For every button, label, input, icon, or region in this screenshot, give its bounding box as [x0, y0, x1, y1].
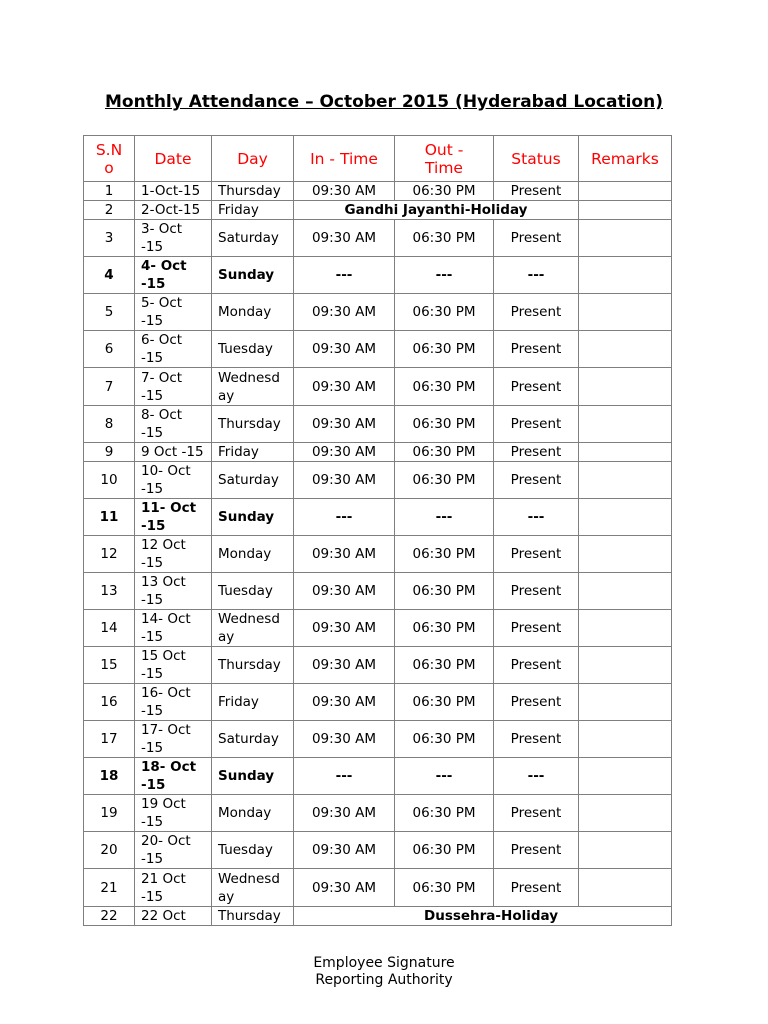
- cell-out-time: 06:30 PM: [395, 220, 494, 257]
- cell-out-time: 06:30 PM: [395, 406, 494, 443]
- cell-sno: 19: [84, 795, 135, 832]
- cell-date: 8- Oct -15: [135, 406, 212, 443]
- cell-sno: 20: [84, 832, 135, 869]
- cell-date: 9 Oct -15: [135, 443, 212, 462]
- cell-status: Present: [494, 832, 579, 869]
- header-sno: S.N o: [84, 136, 135, 182]
- cell-out-time: 06:30 PM: [395, 368, 494, 406]
- table-row: [84, 869, 672, 907]
- cell-in-time: ---: [294, 257, 395, 294]
- cell-in-time: 09:30 AM: [294, 684, 395, 721]
- cell-status: Present: [494, 536, 579, 573]
- cell-day: Monday: [212, 795, 294, 832]
- cell-remarks: [579, 499, 672, 536]
- cell-status: Present: [494, 220, 579, 257]
- cell-date: 16- Oct -15: [135, 684, 212, 721]
- cell-remarks: [579, 406, 672, 443]
- table-row: [84, 647, 672, 684]
- table-row: [84, 443, 672, 462]
- cell-date: 19 Oct -15: [135, 795, 212, 832]
- header-row: [84, 136, 672, 182]
- cell-day: Tuesday: [212, 573, 294, 610]
- table-row: [84, 331, 672, 368]
- cell-in-time: 09:30 AM: [294, 331, 395, 368]
- cell-sno: 4: [84, 257, 135, 294]
- header-day: Day: [212, 136, 294, 182]
- header-remarks: Remarks: [579, 136, 672, 182]
- table-row: [84, 220, 672, 257]
- cell-in-time: 09:30 AM: [294, 182, 395, 201]
- cell-remarks: [579, 721, 672, 758]
- cell-day: Sunday: [212, 758, 294, 795]
- cell-status: Present: [494, 294, 579, 331]
- cell-date: 10- Oct -15: [135, 462, 212, 499]
- cell-status: Present: [494, 462, 579, 499]
- cell-remarks: [579, 647, 672, 684]
- cell-date: 18- Oct -15: [135, 758, 212, 795]
- cell-date: 12 Oct -15: [135, 536, 212, 573]
- cell-out-time: 06:30 PM: [395, 610, 494, 647]
- cell-out-time: ---: [395, 758, 494, 795]
- cell-status: Present: [494, 573, 579, 610]
- attendance-table: [83, 135, 672, 926]
- cell-status: Present: [494, 795, 579, 832]
- cell-date: 20- Oct -15: [135, 832, 212, 869]
- cell-sno: 22: [84, 907, 135, 926]
- cell-status: Present: [494, 368, 579, 406]
- table-row: [84, 758, 672, 795]
- cell-out-time: 06:30 PM: [395, 331, 494, 368]
- cell-day: Wednesd ay: [212, 610, 294, 647]
- cell-date: 14- Oct -15: [135, 610, 212, 647]
- cell-in-time: ---: [294, 758, 395, 795]
- cell-date: 7- Oct -15: [135, 368, 212, 406]
- table-row: [84, 795, 672, 832]
- cell-day: Friday: [212, 684, 294, 721]
- cell-status: Present: [494, 721, 579, 758]
- cell-day: Thursday: [212, 406, 294, 443]
- cell-out-time: 06:30 PM: [395, 536, 494, 573]
- cell-sno: 13: [84, 573, 135, 610]
- cell-day: Sunday: [212, 257, 294, 294]
- cell-sno: 17: [84, 721, 135, 758]
- cell-day: Friday: [212, 201, 294, 220]
- cell-remarks: [579, 795, 672, 832]
- cell-out-time: 06:30 PM: [395, 443, 494, 462]
- cell-status: ---: [494, 499, 579, 536]
- table-row: [84, 257, 672, 294]
- cell-remarks: [579, 443, 672, 462]
- cell-sno: 8: [84, 406, 135, 443]
- cell-out-time: ---: [395, 257, 494, 294]
- cell-out-time: ---: [395, 499, 494, 536]
- cell-in-time: 09:30 AM: [294, 462, 395, 499]
- cell-remarks: [579, 220, 672, 257]
- cell-remarks: [579, 758, 672, 795]
- cell-day: Wednesd ay: [212, 368, 294, 406]
- cell-in-time: 09:30 AM: [294, 443, 395, 462]
- table-row: [84, 182, 672, 201]
- cell-date: 13 Oct -15: [135, 573, 212, 610]
- cell-remarks: [579, 182, 672, 201]
- cell-date: 22 Oct: [135, 907, 212, 926]
- cell-sno: 1: [84, 182, 135, 201]
- cell-remarks: [579, 294, 672, 331]
- cell-sno: 21: [84, 869, 135, 907]
- cell-remarks: [579, 536, 672, 573]
- cell-status: Present: [494, 684, 579, 721]
- cell-remarks: [579, 573, 672, 610]
- cell-date: 15 Oct -15: [135, 647, 212, 684]
- cell-in-time: 09:30 AM: [294, 573, 395, 610]
- cell-in-time: 09:30 AM: [294, 294, 395, 331]
- cell-status: Present: [494, 647, 579, 684]
- cell-day: Tuesday: [212, 832, 294, 869]
- employee-signature-label: Employee Signature: [313, 955, 455, 971]
- cell-sno: 10: [84, 462, 135, 499]
- cell-day: Thursday: [212, 647, 294, 684]
- cell-out-time: 06:30 PM: [395, 647, 494, 684]
- cell-in-time: 09:30 AM: [294, 795, 395, 832]
- table-row: [84, 684, 672, 721]
- cell-in-time: 09:30 AM: [294, 610, 395, 647]
- table-row: [84, 294, 672, 331]
- cell-date: 17- Oct -15: [135, 721, 212, 758]
- cell-day: Tuesday: [212, 331, 294, 368]
- cell-remarks: [579, 201, 672, 220]
- cell-status: Present: [494, 406, 579, 443]
- cell-in-time: 09:30 AM: [294, 368, 395, 406]
- cell-day: Saturday: [212, 462, 294, 499]
- cell-date: 5- Oct -15: [135, 294, 212, 331]
- cell-remarks: [579, 684, 672, 721]
- table-row: [84, 907, 672, 926]
- cell-holiday: Dussehra-Holiday: [294, 907, 672, 926]
- cell-sno: 6: [84, 331, 135, 368]
- cell-sno: 5: [84, 294, 135, 331]
- cell-in-time: 09:30 AM: [294, 869, 395, 907]
- cell-date: 6- Oct -15: [135, 331, 212, 368]
- cell-sno: 2: [84, 201, 135, 220]
- table-row: [84, 536, 672, 573]
- cell-in-time: 09:30 AM: [294, 832, 395, 869]
- cell-in-time: ---: [294, 499, 395, 536]
- cell-status: ---: [494, 758, 579, 795]
- cell-sno: 3: [84, 220, 135, 257]
- cell-remarks: [579, 257, 672, 294]
- cell-out-time: 06:30 PM: [395, 684, 494, 721]
- cell-in-time: 09:30 AM: [294, 536, 395, 573]
- cell-sno: 18: [84, 758, 135, 795]
- cell-in-time: 09:30 AM: [294, 220, 395, 257]
- table-row: [84, 610, 672, 647]
- cell-date: 2-Oct-15: [135, 201, 212, 220]
- cell-out-time: 06:30 PM: [395, 182, 494, 201]
- cell-status: Present: [494, 869, 579, 907]
- cell-date: 1-Oct-15: [135, 182, 212, 201]
- cell-out-time: 06:30 PM: [395, 573, 494, 610]
- cell-in-time: 09:30 AM: [294, 647, 395, 684]
- cell-day: Friday: [212, 443, 294, 462]
- table-row: [84, 499, 672, 536]
- table-row: [84, 368, 672, 406]
- cell-out-time: 06:30 PM: [395, 795, 494, 832]
- cell-remarks: [579, 368, 672, 406]
- cell-day: Monday: [212, 294, 294, 331]
- table-row: [84, 406, 672, 443]
- cell-status: Present: [494, 610, 579, 647]
- cell-day: Thursday: [212, 182, 294, 201]
- cell-sno: 14: [84, 610, 135, 647]
- cell-sno: 12: [84, 536, 135, 573]
- cell-status: Present: [494, 443, 579, 462]
- table-row: [84, 201, 672, 220]
- cell-day: Saturday: [212, 721, 294, 758]
- table-body: [84, 182, 672, 926]
- page-title-text: Monthly Attendance – October 2015 (Hyderabad Location): [105, 92, 663, 112]
- cell-status: Present: [494, 182, 579, 201]
- cell-in-time: 09:30 AM: [294, 721, 395, 758]
- cell-sno: 9: [84, 443, 135, 462]
- cell-date: 4- Oct -15: [135, 257, 212, 294]
- cell-out-time: 06:30 PM: [395, 462, 494, 499]
- table-row: [84, 462, 672, 499]
- cell-date: 21 Oct -15: [135, 869, 212, 907]
- cell-out-time: 06:30 PM: [395, 832, 494, 869]
- cell-sno: 15: [84, 647, 135, 684]
- table-row: [84, 573, 672, 610]
- cell-status: Present: [494, 331, 579, 368]
- cell-sno: 7: [84, 368, 135, 406]
- cell-day: Monday: [212, 536, 294, 573]
- cell-status: ---: [494, 257, 579, 294]
- cell-day: Wednesd ay: [212, 869, 294, 907]
- header-in-time: In - Time: [294, 136, 395, 182]
- table-row: [84, 721, 672, 758]
- cell-sno: 11: [84, 499, 135, 536]
- cell-remarks: [579, 462, 672, 499]
- cell-date: 3- Oct -15: [135, 220, 212, 257]
- header-date: Date: [135, 136, 212, 182]
- cell-in-time: 09:30 AM: [294, 406, 395, 443]
- cell-remarks: [579, 869, 672, 907]
- signature-block: [0, 955, 768, 989]
- cell-day: Thursday: [212, 907, 294, 926]
- cell-date: 11- Oct -15: [135, 499, 212, 536]
- cell-out-time: 06:30 PM: [395, 721, 494, 758]
- cell-remarks: [579, 832, 672, 869]
- cell-day: Sunday: [212, 499, 294, 536]
- table-row: [84, 832, 672, 869]
- cell-out-time: 06:30 PM: [395, 294, 494, 331]
- cell-remarks: [579, 331, 672, 368]
- header-status: Status: [494, 136, 579, 182]
- cell-out-time: 06:30 PM: [395, 869, 494, 907]
- cell-remarks: [579, 610, 672, 647]
- cell-holiday: Gandhi Jayanthi-Holiday: [294, 201, 579, 220]
- cell-day: Saturday: [212, 220, 294, 257]
- header-out-time: Out - Time: [395, 136, 494, 182]
- page-title: [0, 92, 768, 112]
- reporting-authority-label: Reporting Authority: [315, 972, 453, 988]
- cell-sno: 16: [84, 684, 135, 721]
